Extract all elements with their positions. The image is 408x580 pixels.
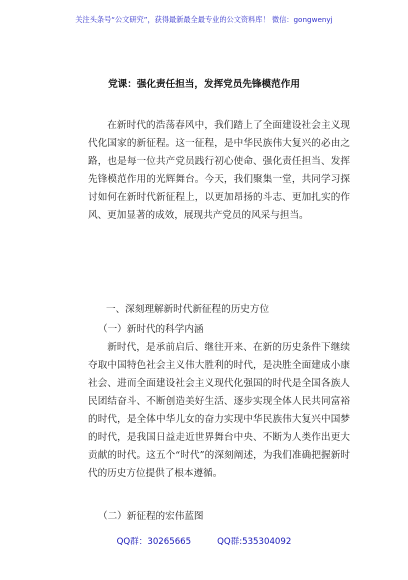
intro-paragraph: 在新时代的浩荡春风中，我们踏上了全面建设社会主义现代化国家的新征程。这一征程，是中华民族伟大复兴的必由之路，也是每一位共产党员践行初心使命、强化责任担当、发挥先锋模范作用的光辉舞台。今天，我们聚集一堂，共同学习探讨如何在新时代新征程上，以更加昂扬的斗志、更加扎实的作风、更加显著的成效，展现共产党员的风采与担当。 — [88, 120, 350, 221]
qq-group-2: QQ群:535304092 — [217, 537, 292, 547]
header-banner: 关注头条号“公文研究”，获得最新最全最专业的公文资料库！ 微信：gongwenyj — [75, 15, 333, 24]
footer-contact — [0, 536, 408, 548]
subsection-heading-2: （二）新征程的宏伟蓝图 — [98, 511, 204, 522]
subsection-1-paragraph: 新时代，是承前启后、继往开来、在新的历史条件下继续夺取中国特色社会主义伟大胜利的时代，是决胜全面建成小康社会、进而全面建设社会主义现代化强国的时代是全国各族人民团结奋斗、不断创造美好生活、逐步实现全体人民共同富裕的时代，是全体中华儿女的奋力实现中华民族伟大复兴中国梦的时代，是我国日益走近世界舞台中央、不断为人类作出更大贡献的时代。这五个“时代”的深刻阐述，为我们准确把握新时代的历史方位提供了根本遵循。 — [88, 342, 350, 479]
document-title: 党课：强化责任担当，发挥党员先锋模范作用 — [108, 79, 300, 90]
qq-group-1: QQ群：30265665 — [116, 537, 192, 547]
subsection-heading-1: （一）新时代的科学内涵 — [98, 324, 204, 335]
section-heading-1: 一、深刻理解新时代新征程的历史方位 — [106, 304, 270, 315]
